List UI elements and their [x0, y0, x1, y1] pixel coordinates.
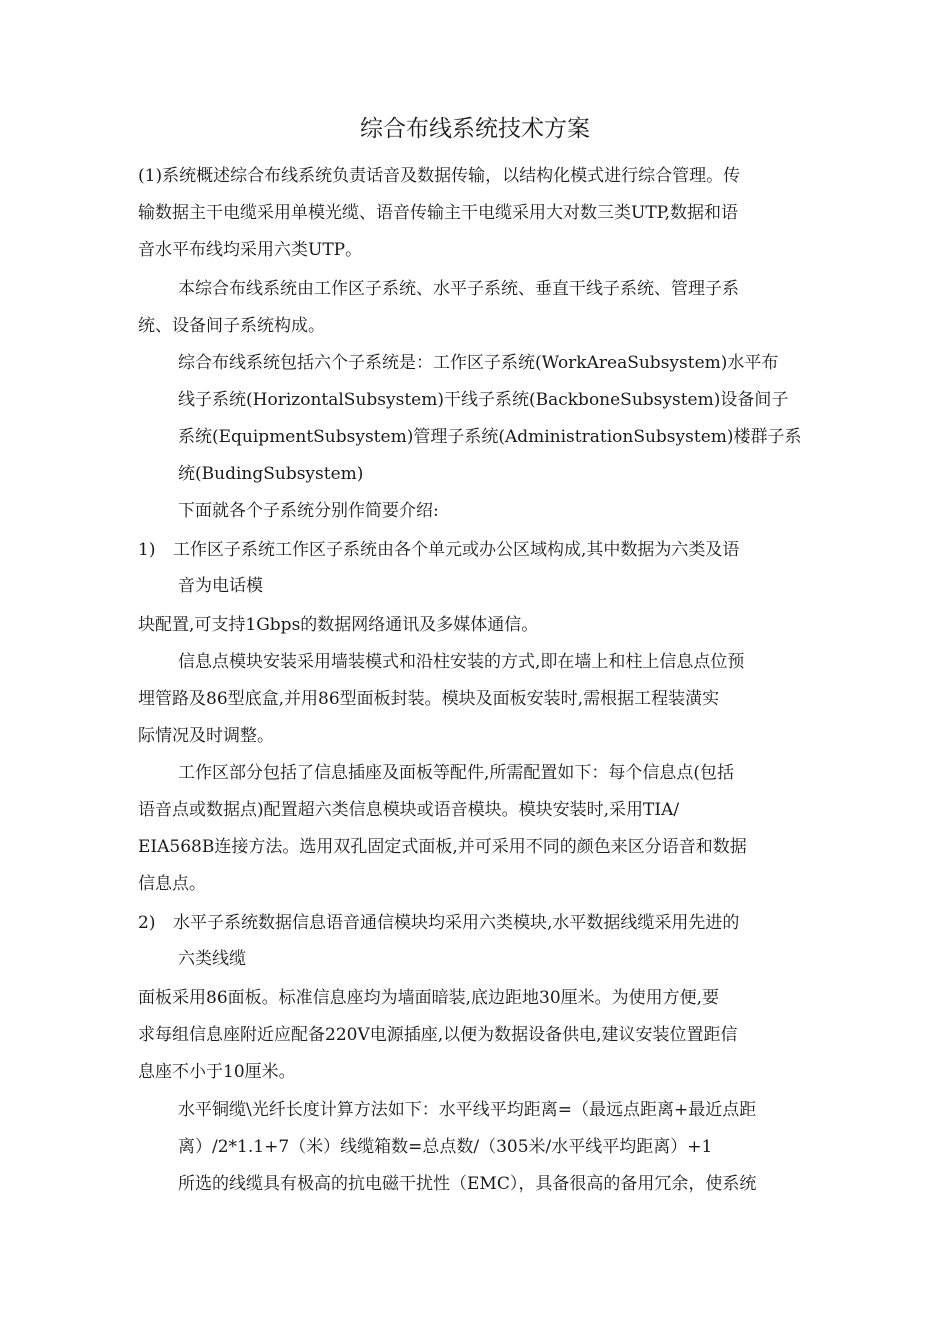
- paragraph-line: 信息点。: [138, 874, 206, 894]
- list-item-line: 六类线缆: [178, 949, 246, 969]
- list-marker: 2): [138, 913, 156, 933]
- paragraph-line: 面板采用86面板。标准信息座均为墙面暗装,底边距地30厘米。为使用方便,要: [138, 988, 720, 1008]
- paragraph-line: 离）/2*1.1+7（米）线缆箱数=总点数/（305米/水平线平均距离）+1: [178, 1137, 713, 1157]
- list-marker: 1): [138, 540, 156, 560]
- paragraph-line: EIA568B连接方法。选用双孔固定式面板,并可采用不同的颜色来区分语音和数据: [138, 837, 747, 857]
- paragraph-line: 输数据主干电缆采用单模光缆、语音传输主干电缆采用大对数三类UTP,数据和语: [138, 203, 739, 223]
- paragraph-line: 块配置,可支持1Gbps的数据网络通讯及多媒体通信。: [138, 615, 539, 635]
- list-item-line: 工作区子系统工作区子系统由各个单元或办公区域构成,其中数据为六类及语: [173, 540, 740, 560]
- paragraph-line: 求每组信息座附近应配备220V电源插座,以便为数据设备供电,建议安装位置距信: [138, 1025, 738, 1045]
- paragraph-line: 系统(EquipmentSubsystem)管理子系统(AdministrationSubsystem)楼群子系: [178, 427, 802, 447]
- paragraph-line: 线子系统(HorizontalSubsystem)干线子系统(BackboneSubsystem)设备间子: [178, 390, 789, 410]
- paragraph-line: 埋管路及86型底盒,并用86型面板封装。模块及面板安装时,需根据工程装潢实: [138, 689, 720, 709]
- paragraph-line: 所选的线缆具有极高的抗电磁干扰性（EMC），具备很高的备用冗余，使系统: [178, 1174, 757, 1194]
- paragraph-line: 统(BudingSubsystem): [178, 464, 364, 484]
- paragraph-line: 本综合布线系统由工作区子系统、水平子系统、垂直干线子系统、管理子系: [178, 279, 739, 299]
- paragraph-line: 水平铜缆\光纤长度计算方法如下：水平线平均距离=（最远点距离+最近点距: [178, 1100, 757, 1120]
- paragraph-line: 息座不小于10厘米。: [138, 1062, 296, 1082]
- paragraph-line: (1)系统概述综合布线系统负责话音及数据传输，以结构化模式进行综合管理。传: [138, 166, 741, 186]
- list-item-line: 水平子系统数据信息语音通信模块均采用六类模块,水平数据线缆采用先进的: [173, 913, 740, 933]
- list-item-line: 音为电话模: [178, 576, 263, 596]
- document-title: 综合布线系统技术方案: [360, 116, 590, 142]
- paragraph-line: 语音点或数据点)配置超六类信息模块或语音模块。模块安装时,采用TIA/: [138, 800, 680, 820]
- paragraph-line: 音水平布线均采用六类UTP。: [138, 240, 363, 260]
- paragraph-line: 工作区部分包括了信息插座及面板等配件,所需配置如下：每个信息点(包括: [178, 763, 735, 783]
- paragraph-line: 统、设备间子系统构成。: [138, 316, 325, 336]
- paragraph-line: 信息点模块安装采用墙装模式和沿柱安装的方式,即在墙上和柱上信息点位预: [178, 652, 745, 672]
- paragraph-line: 际情况及时调整。: [138, 726, 274, 746]
- paragraph-line: 综合布线系统包括六个子系统是：工作区子系统(WorkAreaSubsystem)水平布: [178, 353, 779, 373]
- paragraph-line: 下面就各个子系统分别作简要介绍:: [178, 501, 439, 521]
